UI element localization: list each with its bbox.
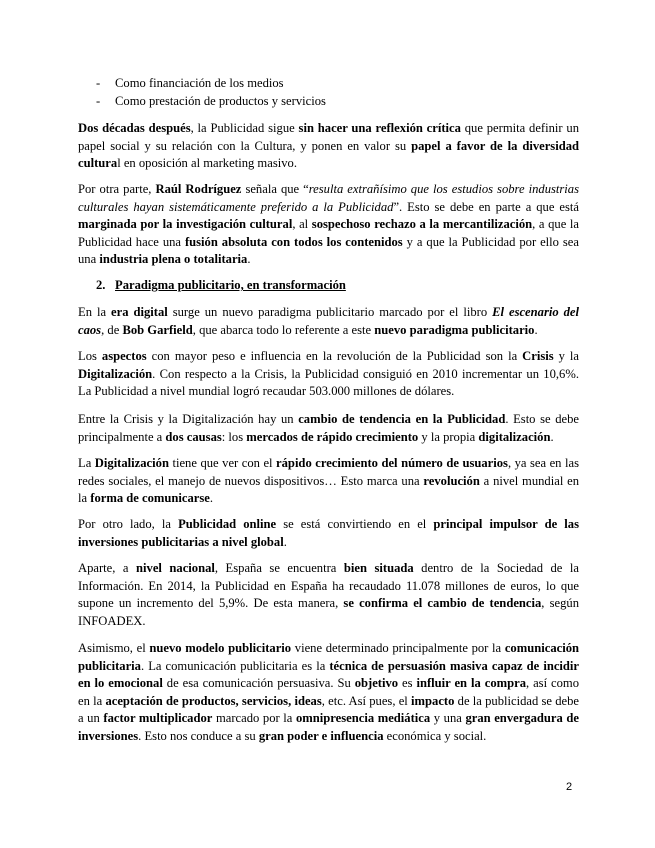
paragraph-aspectos: Los aspectos con mayor peso e influencia en la revolución de la Publicidad son la Crisis y la Digitalización. Con respecto a la Crisis, la Publicidad consiguió en 2010 incrementar un 10,6%. La Publicidad a nivel mundial logró recaudar 503.000 millones de dólares. [78,349,580,399]
list-dash: - [96,76,101,90]
paragraph-era-digital: En la era digital surge un nuevo paradigma publicitario marcado por el libro El escenario del caos, de Bob Garfield, que abarca todo lo referente a este nuevo paradigma publicitario. [78,305,580,337]
paragraph-nivel-nacional: Aparte, a nivel nacional, España se encuentra bien situada dentro de la Sociedad de la Información. En 2014, la Publicidad en España ha recaudado 11.078 millones de euros, lo que supone un incremento del 5,9%. De esta manera, se confirma el cambio de tendencia, según INFOADEX. [78,561,579,628]
paragraph-raul-rodriguez: Por otra parte, Raúl Rodríguez señala que “resulta extrañísimo que los estudios sobre industrias culturales hayan sistemáticamente preferido a la Publicidad”. Esto se debe en parte a que está marginada por la investigación cultural, al sospechoso rechazo a la mercantilización, a que la Publicidad hace una fusión absoluta con todos los contenidos y a que la Publicidad por ello sea una industria plena o totalitaria. [78,182,580,267]
paragraph-digitalizacion: La Digitalización tiene que ver con el rápido crecimiento del número de usuarios, ya sea en las redes sociales, el manejo de nuevos dispositivos… Esto marca una revolución a nivel mundial en la forma de comunicarse. [78,456,580,506]
section-heading [96,277,346,295]
list-item-text: Como financiación de los medios [115,76,284,90]
list-item-text: Como prestación de productos y servicios [115,94,326,108]
paragraph-publicidad-online: Por otro lado, la Publicidad online se está convirtiendo en el principal impulsor de las inversiones publicitarias a nivel global. [78,517,579,549]
section-title: Paradigma publicitario, en transformación [115,278,346,292]
list-item [96,93,326,111]
list-item [96,75,284,93]
section-number: 2. [96,278,106,292]
list-dash: - [96,94,101,108]
paragraph-crisis-digitalizacion: Entre la Crisis y la Digitalización hay un cambio de tendencia en la Publicidad. Esto se debe principalmente a dos causas: los mercados de rápido crecimiento y la propia digitalización. [78,412,579,444]
paragraph-nuevo-modelo: Asimismo, el nuevo modelo publicitario viene determinado principalmente por la comunicación publicitaria. La comunicación publicitaria es la técnica de persuasión masiva capaz de incidir en lo emocional de esa comunicación persuasiva. Su objetivo es influir en la compra, así como en la aceptación de productos, servicios, ideas, etc. Así pues, el impacto de la publicidad se debe a un factor multiplicador marcado por la omnipresencia mediática y una gran envergadura de inversiones. Esto nos conduce a su gran poder e influencia económica y social. [78,641,580,743]
paragraph-dos-decadas: Dos décadas después, la Publicidad sigue sin hacer una reflexión crítica que permita definir un papel social y su relación con la Cultura, y ponen en valor su papel a favor de la diversidad cultural en oposición al marketing masivo. [78,121,580,171]
page-number: 2 [566,781,573,793]
